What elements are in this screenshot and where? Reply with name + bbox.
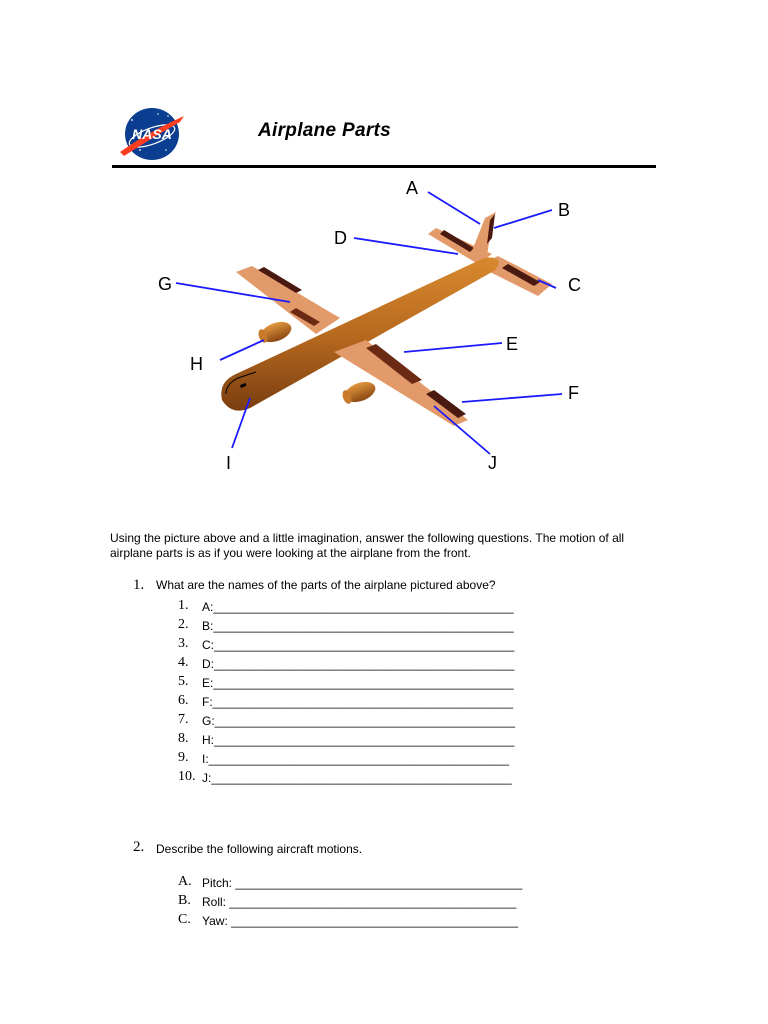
answer-blank-i[interactable]: I:_____________________________________________ bbox=[202, 752, 509, 766]
answer-number: 5. bbox=[178, 674, 189, 689]
answer-number: 10. bbox=[178, 769, 196, 784]
label-i: I bbox=[226, 453, 232, 473]
answer-blank-j[interactable]: J:_____________________________________________ bbox=[202, 771, 512, 785]
nasa-logo-text: NASA bbox=[132, 126, 172, 142]
label-g: G bbox=[158, 274, 173, 294]
answer-blank-b[interactable]: B:_____________________________________________ bbox=[202, 619, 514, 633]
answer-number: 1. bbox=[178, 598, 189, 613]
motion-letter: B. bbox=[178, 893, 191, 908]
question-2-number: 2. bbox=[133, 839, 145, 855]
answer-number: 8. bbox=[178, 731, 189, 746]
motion-letter: C. bbox=[178, 912, 191, 927]
instructions-paragraph: Using the picture above and a little imagination, answer the following questions. The motion of all airplane parts is as if you were looking at the airplane from the front. bbox=[110, 531, 625, 560]
label-h: H bbox=[190, 354, 203, 374]
answer-blank-a[interactable]: A:_____________________________________________ bbox=[202, 600, 514, 614]
roll-blank[interactable]: Roll: ___________________________________________ bbox=[202, 895, 517, 909]
question-2-text: Describe the following aircraft motions. bbox=[156, 842, 363, 856]
answer-blank-d[interactable]: D:_____________________________________________ bbox=[202, 657, 515, 671]
answer-number: 9. bbox=[178, 750, 189, 765]
page-title: Airplane Parts bbox=[258, 120, 392, 141]
label-a: A bbox=[406, 178, 419, 198]
nasa-logo bbox=[118, 106, 186, 162]
label-f: F bbox=[568, 383, 579, 403]
label-e: E bbox=[506, 334, 519, 354]
answer-blank-h[interactable]: H:_____________________________________________ bbox=[202, 733, 515, 747]
yaw-blank[interactable]: Yaw: ___________________________________________ bbox=[202, 914, 519, 928]
answer-number: 3. bbox=[178, 636, 189, 651]
airplane-diagram bbox=[140, 172, 600, 482]
label-j: J bbox=[488, 453, 497, 473]
answer-blank-e[interactable]: E:_____________________________________________ bbox=[202, 676, 514, 690]
pitch-blank[interactable]: Pitch: ___________________________________________ bbox=[202, 876, 523, 890]
answer-number: 7. bbox=[178, 712, 189, 727]
label-c: C bbox=[568, 275, 581, 295]
answer-blank-c[interactable]: C:_____________________________________________ bbox=[202, 638, 515, 652]
answer-number: 2. bbox=[178, 617, 189, 632]
label-d: D bbox=[334, 228, 347, 248]
answer-number: 6. bbox=[178, 693, 189, 708]
title-divider bbox=[112, 165, 656, 168]
answer-blank-f[interactable]: F:_____________________________________________ bbox=[202, 695, 513, 709]
answer-blank-g[interactable]: G:_____________________________________________ bbox=[202, 714, 515, 728]
label-b: B bbox=[558, 200, 571, 220]
wing-right bbox=[334, 340, 468, 426]
question-1-text: What are the names of the parts of the airplane pictured above? bbox=[156, 578, 496, 592]
question-1-number: 1. bbox=[133, 577, 145, 593]
answer-number: 4. bbox=[178, 655, 189, 670]
motion-letter: A. bbox=[178, 874, 192, 889]
